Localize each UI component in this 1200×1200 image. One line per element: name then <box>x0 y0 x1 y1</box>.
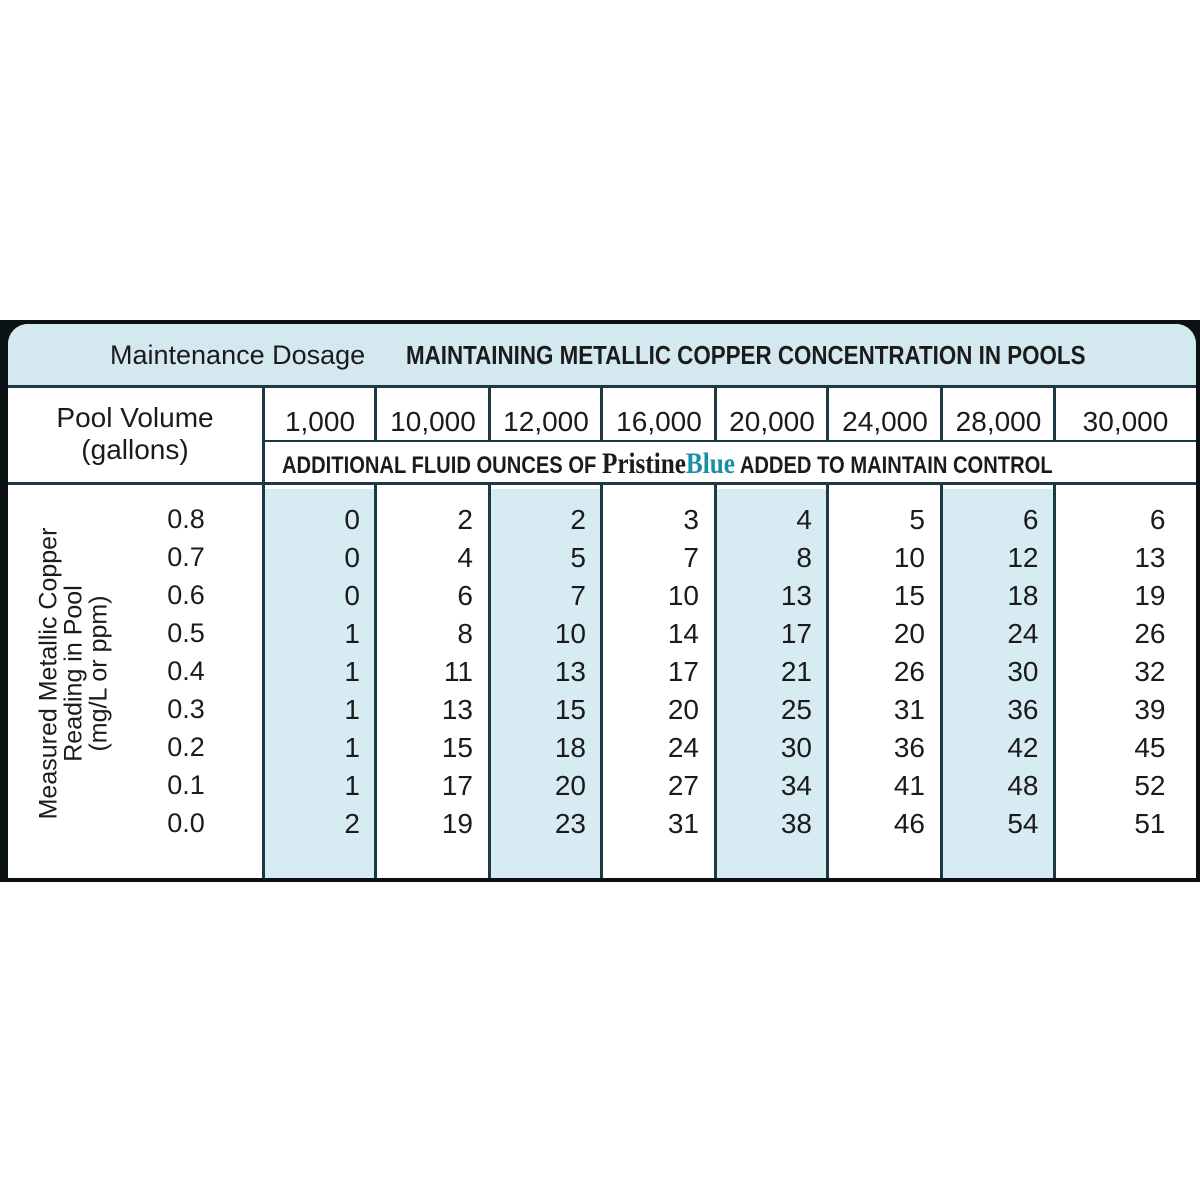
copper-reading: 0.8 <box>167 504 205 534</box>
dosage-cell: 13 <box>554 656 586 687</box>
dosage-cell: 34 <box>780 770 812 801</box>
dosage-cell: 1 <box>344 770 360 801</box>
dosage-cell: 0 <box>344 542 360 573</box>
dosage-cell: 8 <box>457 618 473 649</box>
body-column-divider <box>1053 485 1056 878</box>
subheader-left-rule <box>262 440 265 482</box>
brand-name-blue: Blue <box>685 447 735 480</box>
dosage-cell: 18 <box>1007 580 1039 611</box>
dosage-cell: 18 <box>554 732 586 763</box>
dosage-cell: 17 <box>441 770 473 801</box>
dosage-cell: 13 <box>1134 542 1166 573</box>
subheader-after: ADDED TO MAINTAIN CONTROL <box>739 452 1053 479</box>
pool-volume-1: 1,000 <box>284 406 356 437</box>
dosage-cell: 15 <box>554 694 586 725</box>
dosage-cell: 11 <box>443 656 473 687</box>
dosage-cell: 10 <box>667 580 699 611</box>
dosage-cell: 24 <box>1007 618 1039 649</box>
dosage-cell: 27 <box>667 770 699 801</box>
dosage-cell: 17 <box>780 618 812 649</box>
dosage-cell: 46 <box>893 808 925 839</box>
dosage-cell: 0 <box>344 580 360 611</box>
dosage-cell: 13 <box>441 694 473 725</box>
dosage-cell: 30 <box>780 732 812 763</box>
dosage-cell: 3 <box>683 504 699 535</box>
dosage-table <box>8 324 1196 878</box>
copper-reading: 0.2 <box>167 732 205 762</box>
dosage-cell: 32 <box>1134 656 1166 687</box>
copper-reading: 0.1 <box>167 770 205 800</box>
pool-volume-5: 20,000 <box>729 406 815 437</box>
dosage-cell: 7 <box>570 580 586 611</box>
dosage-cell: 39 <box>1134 694 1166 725</box>
title-bar <box>8 324 1196 388</box>
fluid-ounces-subheader <box>264 440 1196 482</box>
dosage-cell: 26 <box>893 656 925 687</box>
table-title: MAINTAINING METALLIC COPPER CONCENTRATION IN POOLS <box>406 340 1086 370</box>
dosage-cell: 51 <box>1134 808 1166 839</box>
dosage-cell: 4 <box>796 504 812 535</box>
dosage-cell: 24 <box>667 732 699 763</box>
dosage-cell: 21 <box>780 656 812 687</box>
copper-reading: 0.6 <box>167 580 205 610</box>
dosage-cell: 15 <box>893 580 925 611</box>
pool-volume-6: 24,000 <box>842 406 928 437</box>
dosage-cell: 23 <box>554 808 586 839</box>
dosage-cell: 1 <box>344 656 360 687</box>
pool-volume-7: 28,000 <box>955 406 1042 437</box>
dosage-cell: 7 <box>683 542 699 573</box>
body-column-divider <box>600 485 603 878</box>
dosage-cell: 25 <box>780 694 812 725</box>
dosage-cell: 14 <box>667 618 699 649</box>
dosage-cell: 1 <box>344 618 360 649</box>
dosage-cell: 20 <box>667 694 699 725</box>
dosage-cell: 52 <box>1134 770 1166 801</box>
copper-reading: 0.5 <box>167 618 205 648</box>
row-axis-label-line3: (mg/L or ppm) <box>84 595 113 752</box>
dosage-cell: 13 <box>780 580 812 611</box>
body-column-divider <box>940 485 943 878</box>
body-column-divider <box>374 485 377 878</box>
dosage-cell: 19 <box>1134 580 1166 611</box>
dosage-cell: 31 <box>667 808 699 839</box>
dosage-cell: 0 <box>344 504 360 535</box>
dosage-cell: 10 <box>893 542 925 573</box>
dosage-cell: 17 <box>667 656 699 687</box>
dosage-cell: 36 <box>893 732 925 763</box>
pool-volume-3: 12,000 <box>503 406 589 437</box>
dosage-cell: 5 <box>570 542 586 573</box>
dosage-cell: 15 <box>441 732 473 763</box>
dosage-cell: 31 <box>893 694 925 725</box>
dosage-cell: 54 <box>1007 808 1039 839</box>
dosage-cell: 41 <box>893 770 925 801</box>
pool-volume-label: Pool Volume <box>56 402 214 433</box>
dosage-cell: 5 <box>909 504 925 535</box>
body-column-divider <box>826 485 829 878</box>
dosage-cell: 20 <box>893 618 925 649</box>
pool-volume-8: 30,000 <box>1082 406 1169 437</box>
dosage-cell: 2 <box>570 504 586 535</box>
dosage-cell: 10 <box>554 618 586 649</box>
copper-reading: 0.7 <box>167 542 205 572</box>
row-axis-label-line2: Reading in Pool <box>59 585 88 762</box>
row-axis-label-line1: Measured Metallic Copper <box>34 527 63 820</box>
body-column-divider <box>488 485 491 878</box>
subheader-before: ADDITIONAL FLUID OUNCES OF <box>282 452 597 479</box>
copper-reading: 0.4 <box>167 656 205 686</box>
copper-reading: 0.0 <box>167 808 205 838</box>
pool-volume-unit: (gallons) <box>81 434 189 465</box>
dosage-cell: 26 <box>1134 618 1166 649</box>
pool-volume-4: 16,000 <box>616 406 702 437</box>
dosage-cell: 6 <box>1022 504 1039 535</box>
dosage-cell: 4 <box>457 542 473 573</box>
dosage-cell: 2 <box>344 808 360 839</box>
dosage-cell: 12 <box>1007 542 1039 573</box>
copper-reading: 0.3 <box>167 694 205 724</box>
dosage-cell: 6 <box>1149 504 1166 535</box>
dosage-cell: 8 <box>796 542 812 573</box>
dosage-cell: 1 <box>344 694 360 725</box>
dosage-cell: 19 <box>441 808 473 839</box>
dosage-cell: 1 <box>344 732 360 763</box>
table-frame <box>0 320 1200 882</box>
dosage-cell: 6 <box>457 580 473 611</box>
dosage-cell: 2 <box>457 504 473 535</box>
body-column-divider <box>262 485 265 878</box>
title-plain: Maintenance Dosage <box>110 340 366 370</box>
dosage-cell: 42 <box>1007 732 1039 763</box>
dosage-cell: 45 <box>1134 732 1166 763</box>
dosage-cell: 38 <box>780 808 812 839</box>
body-column-divider <box>714 485 717 878</box>
pool-volume-header <box>8 388 262 482</box>
brand-name-pristine: Pristine <box>601 447 686 480</box>
dosage-cell: 30 <box>1007 656 1039 687</box>
pool-volume-2: 10,000 <box>390 406 476 437</box>
dosage-cell: 36 <box>1007 694 1039 725</box>
dosage-cell: 20 <box>554 770 586 801</box>
dosage-cell: 48 <box>1007 770 1039 801</box>
